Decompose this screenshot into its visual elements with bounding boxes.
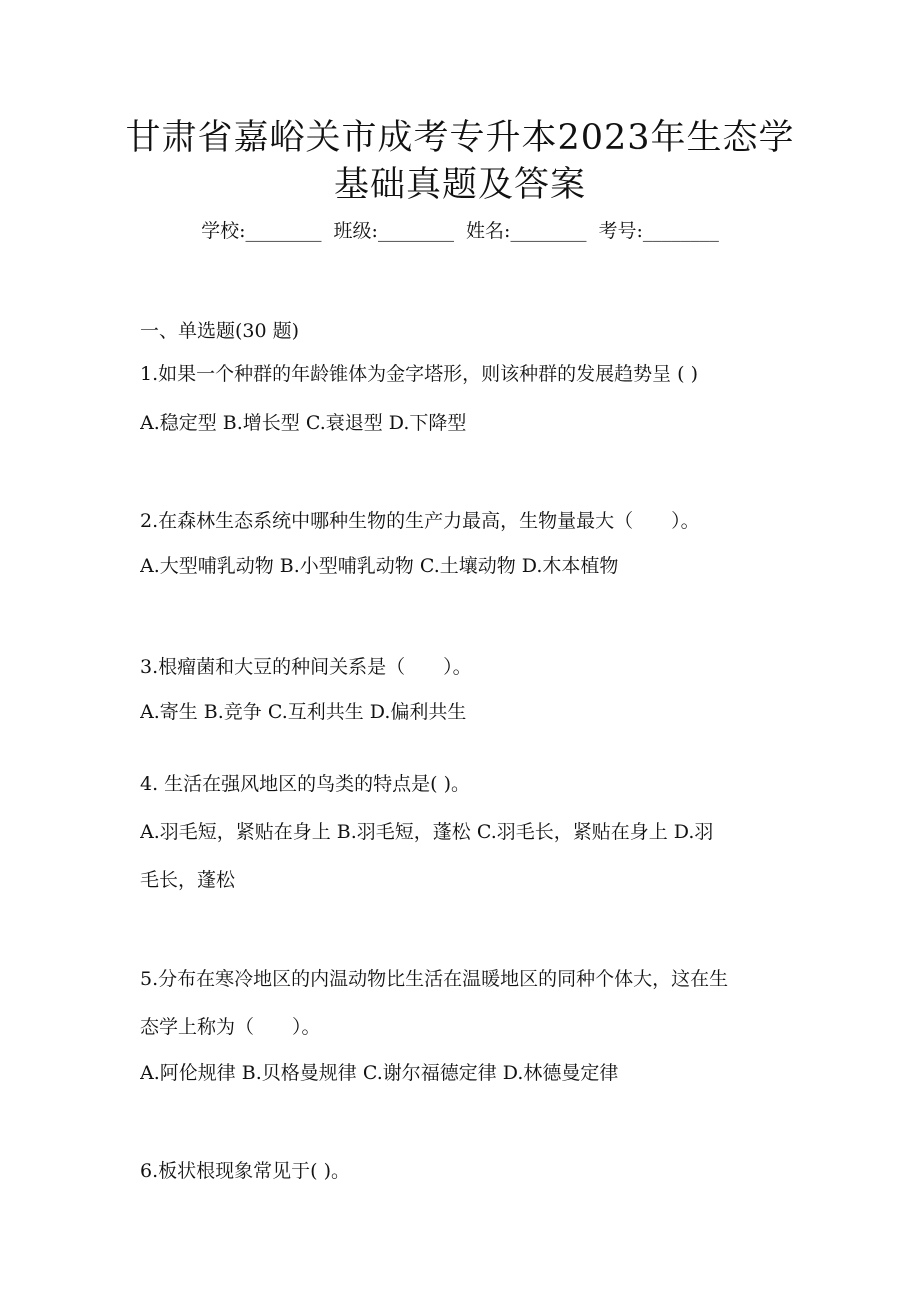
student-info-line: 学校:________ 班级:________ 姓名:________ 考号:________ <box>201 220 719 242</box>
question-options-continued: 毛长，蓬松 <box>140 869 236 891</box>
section-heading: 一、单选题(30 题) <box>140 320 300 342</box>
question-stem: 6.板状根现象常见于( )。 <box>140 1160 350 1182</box>
question-stem: 1.如果一个种群的年龄锥体为金字塔形，则该种群的发展趋势呈 ( ) <box>140 363 699 385</box>
question-stem: 4. 生活在强风地区的鸟类的特点是( )。 <box>140 773 471 795</box>
question-options: A.阿伦规律 B.贝格曼规律 C.谢尔福德定律 D.林德曼定律 <box>140 1062 619 1084</box>
question-options: A.稳定型 B.增长型 C.衰退型 D.下降型 <box>140 412 467 434</box>
question-options: A.大型哺乳动物 B.小型哺乳动物 C.土壤动物 D.木本植物 <box>140 555 619 577</box>
question-stem: 2.在森林生态系统中哪种生物的生产力最高，生物量最大（ ）。 <box>140 510 700 532</box>
document-title-line-1: 甘肃省嘉峪关市成考专升本2023年生态学 <box>125 118 795 158</box>
document-title-line-2: 基础真题及答案 <box>333 165 586 205</box>
question-stem-continued: 态学上称为（ ）。 <box>140 1016 321 1038</box>
question-options: A.寄生 B.竞争 C.互利共生 D.偏利共生 <box>140 701 467 723</box>
question-stem: 5.分布在寒冷地区的内温动物比生活在温暖地区的同种个体大，这在生 <box>140 968 729 990</box>
question-stem: 3.根瘤菌和大豆的种间关系是（ ）。 <box>140 656 472 678</box>
question-options: A.羽毛短，紧贴在身上 B.羽毛短，蓬松 C.羽毛长，紧贴在身上 D.羽 <box>140 821 714 843</box>
